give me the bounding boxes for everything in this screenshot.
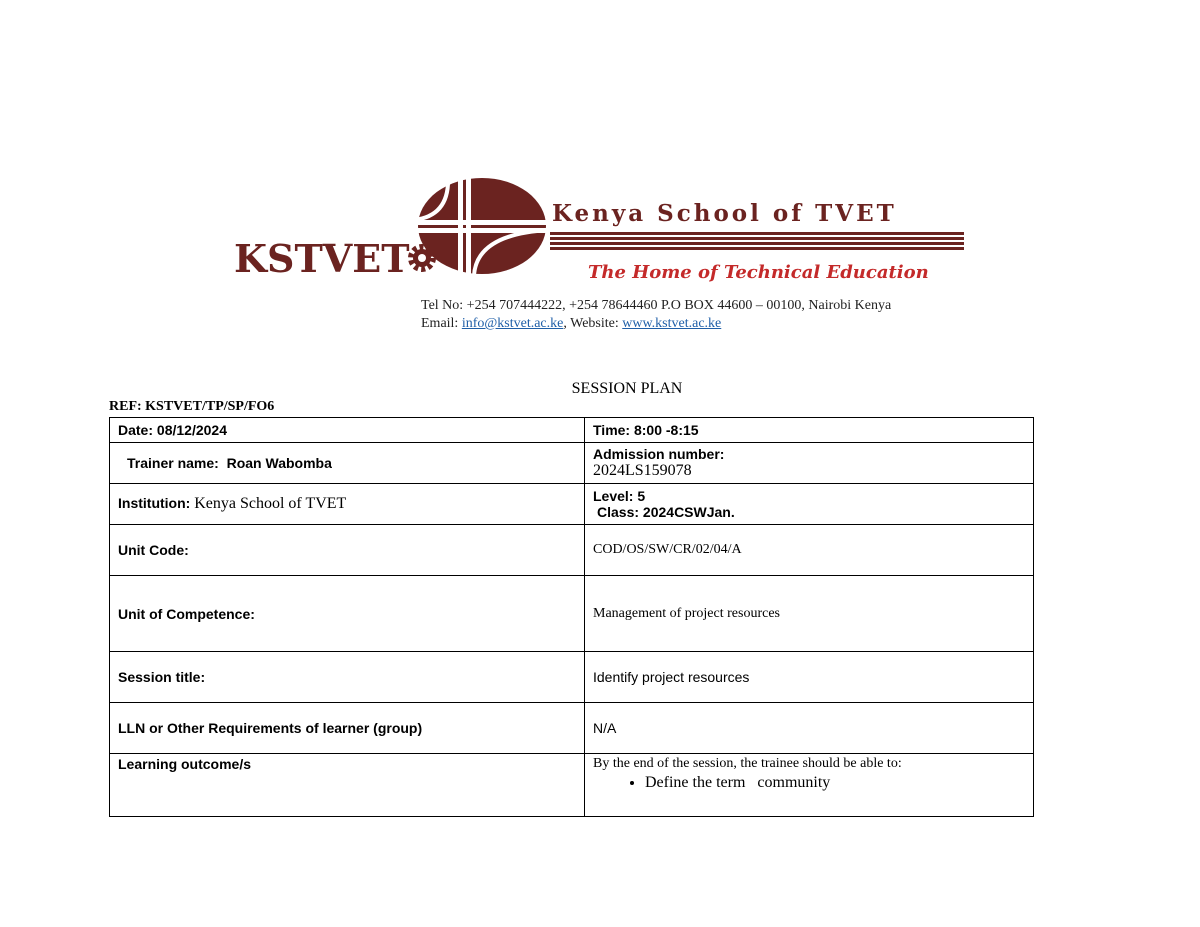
school-name: Kenya School of TVET — [552, 200, 897, 227]
admission-cell — [585, 443, 1034, 484]
session-plan-table — [109, 417, 1034, 817]
document-title: SESSION PLAN — [571, 380, 683, 397]
admission-value: 2024LS159078 — [593, 462, 692, 479]
kstvet-logo-text: KSTVET — [234, 236, 410, 281]
table-row — [110, 484, 1034, 525]
unit-code-label: Unit Code: — [110, 525, 585, 576]
trainer-cell — [110, 443, 585, 484]
table-row — [110, 703, 1034, 754]
competence-label: Unit of Competence: — [110, 576, 585, 652]
admission-label: Admission number: — [593, 446, 725, 462]
level-label: Level: — [593, 488, 634, 504]
time-value: 8:00 -8:15 — [633, 422, 699, 438]
website-label: , Website: — [563, 316, 619, 331]
table-row — [110, 525, 1034, 576]
date-value: 08/12/2024 — [156, 422, 227, 438]
institution-cell — [110, 484, 585, 525]
table-row — [110, 754, 1034, 817]
kstvet-emblem-logo — [404, 176, 549, 276]
time-label: Time: — [593, 422, 631, 438]
email-link[interactable]: info@kstvet.ac.ke — [461, 316, 564, 331]
contact-email-website — [421, 316, 721, 332]
lln-label: LLN or Other Requirements of learner (group) — [110, 703, 585, 754]
session-title-value: Identify project resources — [585, 652, 1034, 703]
outcomes-label: Learning outcome/s — [110, 754, 585, 817]
institution-value: Kenya School of TVET — [194, 495, 347, 512]
table-row — [110, 418, 1034, 443]
level-value: 5 — [637, 488, 646, 504]
level-class-cell — [585, 484, 1034, 525]
class-value: 2024CSWJan. — [642, 504, 735, 520]
session-title-label: Session title: — [110, 652, 585, 703]
table-row — [110, 443, 1034, 484]
website-link[interactable]: www.kstvet.ac.ke — [622, 316, 722, 331]
time-cell — [585, 418, 1034, 443]
email-label: Email: — [421, 316, 459, 331]
document-ref: REF: KSTVET/TP/SP/FO6 — [109, 399, 275, 414]
level-line — [593, 488, 1025, 504]
date-cell — [110, 418, 585, 443]
list-item: • Define the term community — [645, 774, 1025, 792]
competence-value: Management of project resources — [585, 576, 1034, 652]
institution-label: Institution: — [118, 495, 191, 511]
class-label: Class: — [597, 504, 640, 520]
contact-phone-address: Tel No: +254 707444222, +254 78644460 P.O BOX 44600 – 00100, Nairobi Kenya — [421, 298, 892, 313]
tagline: The Home of Technical Education — [588, 262, 929, 283]
date-label: Date: — [118, 422, 154, 438]
unit-code-value: COD/OS/SW/CR/02/04/A — [585, 525, 1034, 576]
outcomes-cell — [585, 754, 1034, 817]
table-row — [110, 652, 1034, 703]
outcomes-intro: By the end of the session, the trainee should be able to: — [593, 756, 902, 771]
table-row — [110, 576, 1034, 652]
trainer-label: Trainer name: — [127, 455, 219, 471]
outcomes-list — [593, 774, 1025, 792]
lln-value: N/A — [585, 703, 1034, 754]
trainer-value: Roan Wabomba — [226, 455, 332, 471]
letterhead — [228, 176, 978, 336]
letterhead-stripes — [550, 232, 964, 250]
class-line — [593, 504, 1025, 520]
